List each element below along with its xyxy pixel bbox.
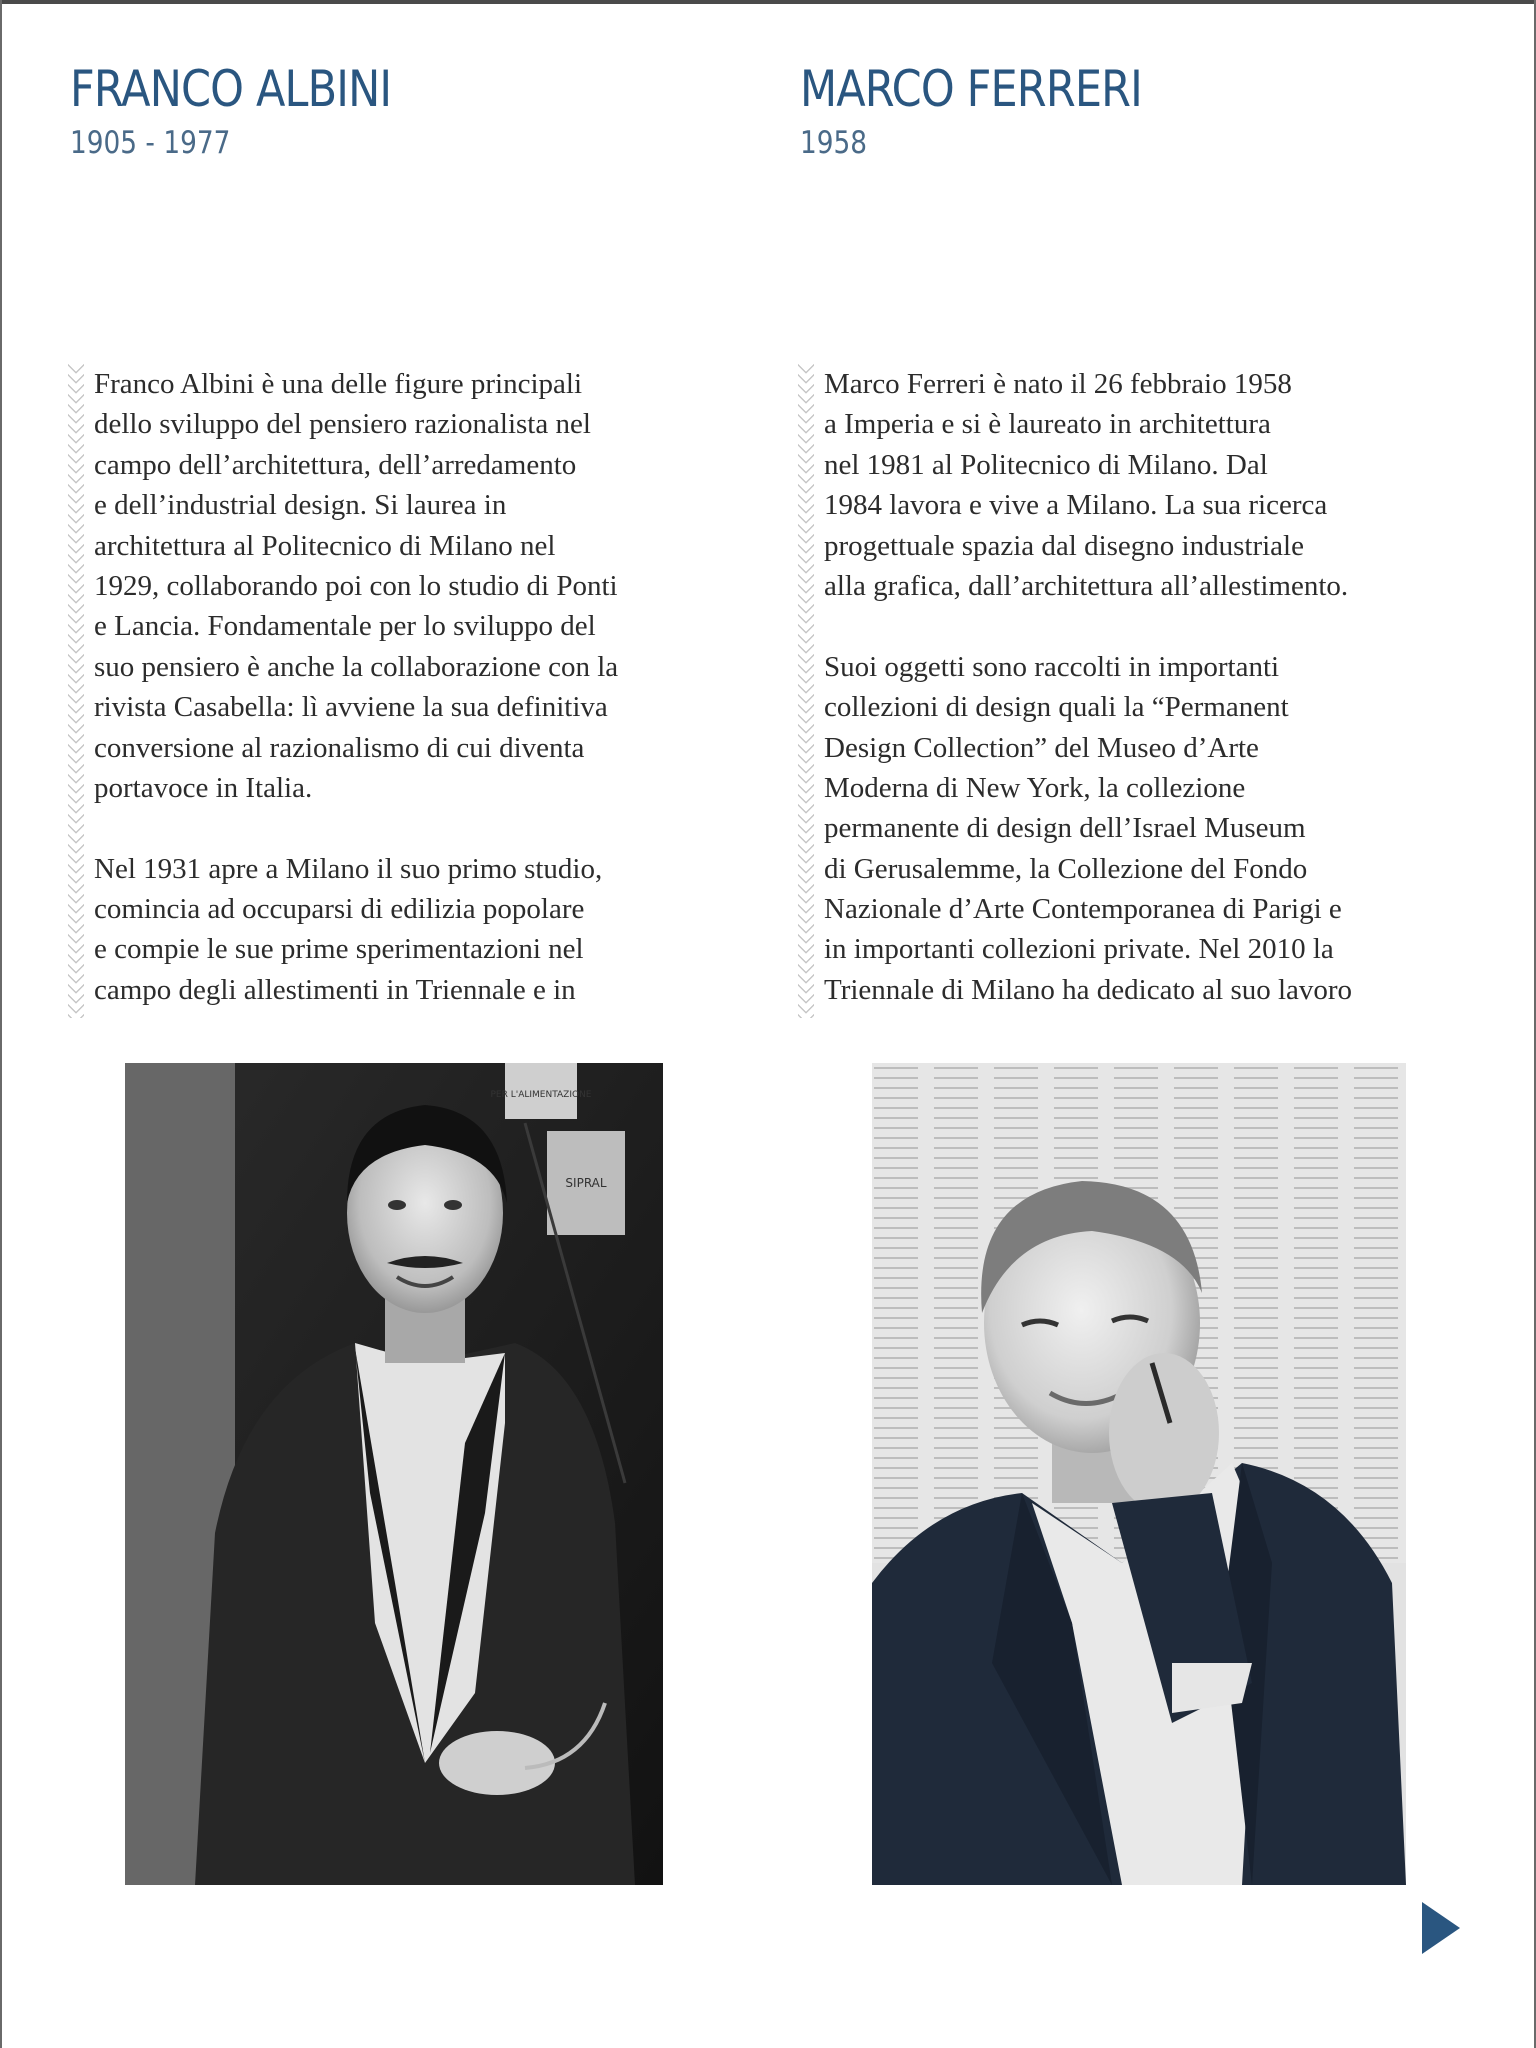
bio-line: Franco Albini è una delle figure principali: [94, 368, 583, 400]
bio-line: architettura al Politecnico di Milano nel: [94, 529, 556, 562]
albini-name: FRANCO ALBINI: [70, 60, 392, 118]
ferreri-photo: [872, 1063, 1406, 1885]
ferreri-portrait-image: [872, 1063, 1406, 1885]
albini-bio-text: [94, 364, 618, 1010]
bio-line: Suoi oggetti sono raccolti in importanti: [824, 650, 1280, 683]
bio-line: 1929, collaborando poi con lo studio di Ponti: [94, 569, 618, 602]
bio-line: Design Collection” del Museo d’Arte: [824, 731, 1259, 764]
play-triangle-icon: [1420, 1900, 1462, 1956]
paragraph-gap: [824, 606, 1352, 646]
bio-line: suo pensiero è anche la collaborazione con la: [94, 650, 619, 683]
ferreri-bio-text: [824, 364, 1352, 1010]
albini-portrait-image: [125, 1063, 663, 1885]
bio-line: permanente di design dell’Israel Museum: [824, 812, 1306, 845]
bio-line: e compie le sue prime sperimentazioni nel: [94, 933, 584, 966]
bio-line: Triennale di Milano ha dedicato al suo lavoro: [824, 973, 1353, 1006]
bio-line: e dell’industrial design. Si laurea in: [94, 489, 507, 522]
albini-photo: [125, 1063, 663, 1885]
next-page-button[interactable]: [1420, 1900, 1462, 1956]
bio-line: di Gerusalemme, la Collezione del Fondo: [824, 852, 1308, 885]
page-left-edge: [0, 0, 2, 2048]
photo-sign-text: SIPRAL: [565, 1176, 607, 1190]
scroll-chevron-strip: [68, 364, 84, 1018]
paragraph-gap: [94, 808, 618, 848]
scroll-chevron-strip: [798, 364, 814, 1018]
bio-line: campo dell’architettura, dell’arredamento: [94, 448, 577, 481]
bio-line: campo degli allestimenti in Triennale e in: [94, 973, 576, 1006]
page-top-edge: [0, 0, 1536, 4]
photo-sign-text: PER L'ALIMENTAZIONE: [490, 1090, 592, 1100]
bio-line: 1984 lavora e vive a Milano. La sua ricerca: [824, 489, 1328, 522]
albini-bio-box[interactable]: [68, 364, 758, 1018]
bio-line: dello sviluppo del pensiero razionalista nel: [94, 408, 591, 441]
bio-line: comincia ad occuparsi di edilizia popolare: [94, 893, 585, 926]
bio-line: Moderna di New York, la collezione: [824, 771, 1246, 804]
bio-line: collezioni di design quali la “Permanent: [824, 691, 1289, 724]
bio-line: rivista Casabella: lì avviene la sua definitiva: [94, 691, 608, 724]
bio-line: alla grafica, dall’architettura all’allestimento.: [824, 569, 1349, 602]
bio-line: Marco Ferreri è nato il 26 febbraio 1958: [824, 368, 1292, 400]
ferreri-years: 1958: [800, 125, 868, 161]
bio-line: conversione al razionalismo di cui diventa: [94, 731, 585, 764]
bio-line: Nel 1931 apre a Milano il suo primo studio,: [94, 852, 603, 885]
ferreri-name: MARCO FERRERI: [800, 60, 1142, 118]
ferreri-bio-box[interactable]: [798, 364, 1498, 1018]
bio-line: portavoce in Italia.: [94, 771, 313, 804]
bio-line: e Lancia. Fondamentale per lo sviluppo del: [94, 610, 596, 643]
bio-line: in importanti collezioni private. Nel 2010 la: [824, 933, 1334, 966]
albini-years: 1905 - 1977: [70, 125, 231, 161]
bio-line: a Imperia e si è laureato in architettura: [824, 408, 1271, 441]
bio-line: Nazionale d’Arte Contemporanea di Parigi e: [824, 893, 1342, 926]
bio-line: nel 1981 al Politecnico di Milano. Dal: [824, 448, 1268, 481]
bio-line: progettuale spazia dal disegno industriale: [824, 529, 1304, 562]
